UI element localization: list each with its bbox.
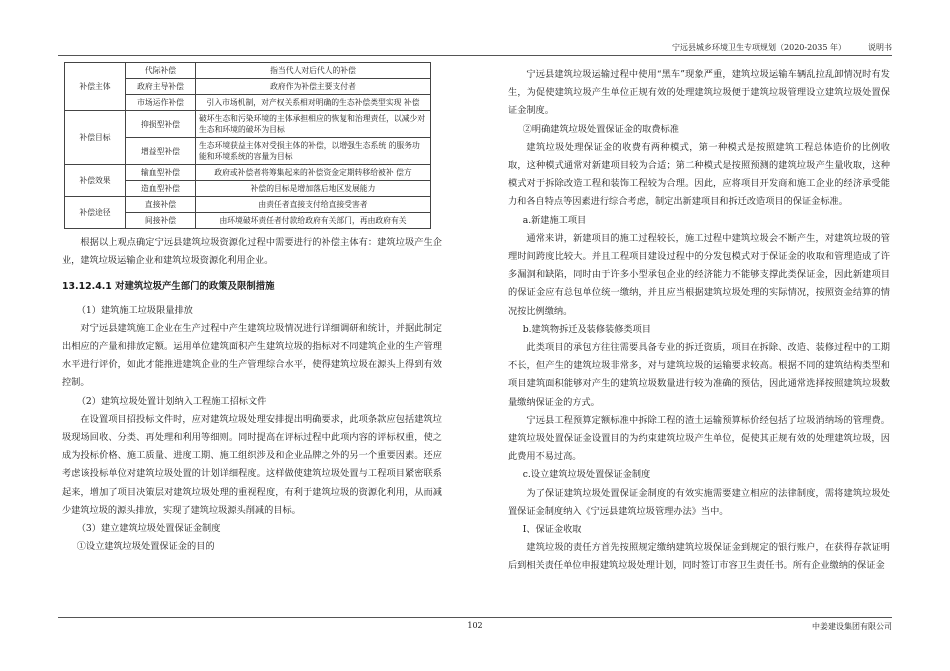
section-title: 13.12.4.1 对建筑垃圾产生部门的政策及限制措施	[62, 281, 275, 293]
table-subtype: 间接补偿	[126, 213, 196, 229]
paragraph: 此类项目的承包方往往需要具备专业的拆迁资质，项目在拆除、改造、装修过程中的工期不长，但产生的建筑垃圾非常多，对与建筑垃圾的运输要求较高。根据不同的建筑结构类型和项目建筑面积能够对产生的建筑垃圾数量进行较为准确的预估，因此通常选择按照建筑垃圾数量缴纳保证金的方式。	[508, 342, 890, 408]
paragraph: 为了保证建筑垃圾处置保证金制度的有效实施需要建立相应的法律制度，需将建筑垃圾处置保证金制度纳入《宁远县建筑垃圾管理办法》当中。	[508, 487, 890, 517]
table-desc: 生态环境获益主体对受损主体的补偿，以增强生态系统 的服务功能和环境系统的容量为目标	[196, 138, 431, 165]
table-subtype: 代际补偿	[126, 63, 196, 79]
paragraph: 宁远县工程预算定额标准中拆除工程的渣土运输预算标价经包括了垃圾消纳场的管理费。建筑垃圾处置保证金设置目的为约束建筑垃圾产生单位，促使其正规有效的处理建筑垃圾，因此费用不易过高。	[508, 414, 890, 463]
table-category: 补偿效果	[65, 165, 126, 197]
table-desc: 引入市场机制，对产权关系相对明确的生态补偿类型实现 补偿	[196, 95, 431, 111]
page-header	[672, 42, 892, 53]
table-row	[65, 165, 431, 181]
table-category: 补偿主体	[65, 63, 126, 111]
table-subtype: 造血型补偿	[126, 181, 196, 197]
subheading: a.新建施工项目	[522, 214, 587, 226]
table-desc: 补偿的目标是增加落后地区发展能力	[196, 181, 431, 197]
table-desc: 指当代人对后代人的补偿	[196, 63, 431, 79]
table-category: 补偿途径	[65, 197, 126, 229]
doc-section: 说明书	[868, 43, 892, 52]
header-rule	[58, 55, 892, 56]
paragraph: 建筑垃圾的责任方首先按照规定缴纳建筑垃圾保证金到规定的银行账户，在获得存款证明后到相关责任单位申报建筑垃圾处理计划，同时签订市容卫生责任书。所有企业缴纳的保证金	[508, 542, 890, 572]
table-desc: 政府或补偿者将筹集起来的补偿资金定期转移给被补 偿方	[196, 165, 431, 181]
table-desc: 破坏生态和污染环境的主体承担相应的恢复和治理责任，以减少对生态和环境的破坏为目标	[196, 111, 431, 138]
footer-rule	[58, 617, 892, 618]
table-subtype: 增益型补偿	[126, 138, 196, 165]
paragraph: 根据以上观点确定宁远县建筑垃圾资源化过程中需要进行的补偿主体有：建筑垃圾产生企业，建筑垃圾运输企业和建筑垃圾资源化利用企业。	[62, 237, 442, 267]
left-column	[62, 62, 442, 556]
table-desc: 政府作为补偿主要支付者	[196, 79, 431, 95]
subheading: b.建筑物拆迁及装修装修类项目	[522, 323, 651, 335]
table-desc: 由环境破坏责任者付款给政府有关部门，再由政府有关	[196, 213, 431, 229]
table-row	[65, 111, 431, 138]
paragraph: 对宁远县建筑施工企业在生产过程中产生建筑垃圾情况进行详细调研和统计，并据此制定出相应的产量和排放定额。运用单位建筑面积产生建筑垃圾的指标对不同建筑企业的生产管理水平进行评价，如此才能推进建筑企业的生产管理综合水平，使得建筑垃圾在源头上得到有效控制。	[62, 322, 442, 389]
table-desc: 由责任者直接支付给直接受害者	[196, 197, 431, 213]
table-subtype: 输血型补偿	[126, 165, 196, 181]
page-number: 102	[467, 621, 483, 630]
company-name: 中姜建设集团有限公司	[812, 622, 892, 631]
subheading: c.设立建筑垃圾处置保证金制度	[522, 469, 651, 481]
table-subtype: 直接补偿	[126, 197, 196, 213]
paragraph: 建筑垃圾处理保证金的收费有两种模式，第一种模式是按照建筑工程总体造价的比例收取，这种模式通常对新建项目较为合适；第二种模式是按照预测的建筑垃圾产生量收取，这种模式对于拆除改造工程和装饰工程较为合理。因此，应将项目开发商和施工企业的经济承受能力和各自特点等因素进行综合考虑，制定出新建项目和拆迁改造项目的保证金标准。	[508, 141, 890, 208]
paragraph: 宁远县建筑垃圾运输过程中使用“黑车”现象严重，建筑垃圾运输车辆乱拉乱卸情况时有发生，为促使建筑垃圾产生单位正规有效的处理建筑垃圾便于建筑垃圾管理设立建筑垃圾处置保证金制度。	[508, 69, 890, 117]
subheading: Ⅰ、保证金收取	[522, 524, 582, 536]
subheading: （1）建筑施工垃圾限量排放	[76, 304, 193, 316]
subheading: （3）建立建筑垃圾处置保证金制度	[76, 523, 221, 535]
compensation-table	[64, 62, 431, 229]
paragraph: 通常来讲，新建项目的施工过程较长，施工过程中建筑垃圾会不断产生，对建筑垃圾的管理时间跨度比较大。并且工程项目建设过程中的分发包模式对于保证金的收取和管理造成了许多漏洞和缺陷，同时由于许多小型承包企业的经济能力不能够支撑此类保证金，因此新建项目的保证金应有总包单位统一缴纳，并且应当根据建筑垃圾处理的实际情况，按照资金结算的情况按比例缴纳。	[508, 232, 890, 317]
table-subtype: 市场运作补偿	[126, 95, 196, 111]
subheading: ①设立建筑垃圾处置保证金的目的	[76, 541, 215, 553]
table-subtype: 政府主导补偿	[126, 79, 196, 95]
subheading: ②明确建筑垃圾处置保证金的取费标准	[522, 123, 679, 135]
table-category: 补偿目标	[65, 111, 126, 165]
subheading: （2）建筑垃圾处置计划纳入工程施工招标文件	[76, 395, 267, 407]
table-row	[65, 197, 431, 213]
table-subtype: 抑损型补偿	[126, 111, 196, 138]
right-column	[508, 66, 890, 576]
table-row	[65, 63, 431, 79]
paragraph: 在设置项目招投标文件时，应对建筑垃圾处理安排提出明确要求，此项条款应包括建筑垃圾现场回收、分类、再处理和利用等细则。同时提高在评标过程中此项内容的评标权重，使之成为投标价格、施工质量、进度工期、施工组织涉及和企业品牌之外的另一个重要因素。还应考虑该投标单位对建筑垃圾处置的计划详细程度。这样做使建筑垃圾处置与工程项目紧密联系起来，增加了项目决策层对建筑垃圾处理的重视程度，有利于建筑垃圾的资源化利用，从而减少建筑垃圾的源头排放，实现了建筑垃圾源头削减的目标。	[62, 413, 442, 516]
doc-title: 宁远县城乡环境卫生专项规划（2020-2035 年）	[672, 43, 846, 52]
